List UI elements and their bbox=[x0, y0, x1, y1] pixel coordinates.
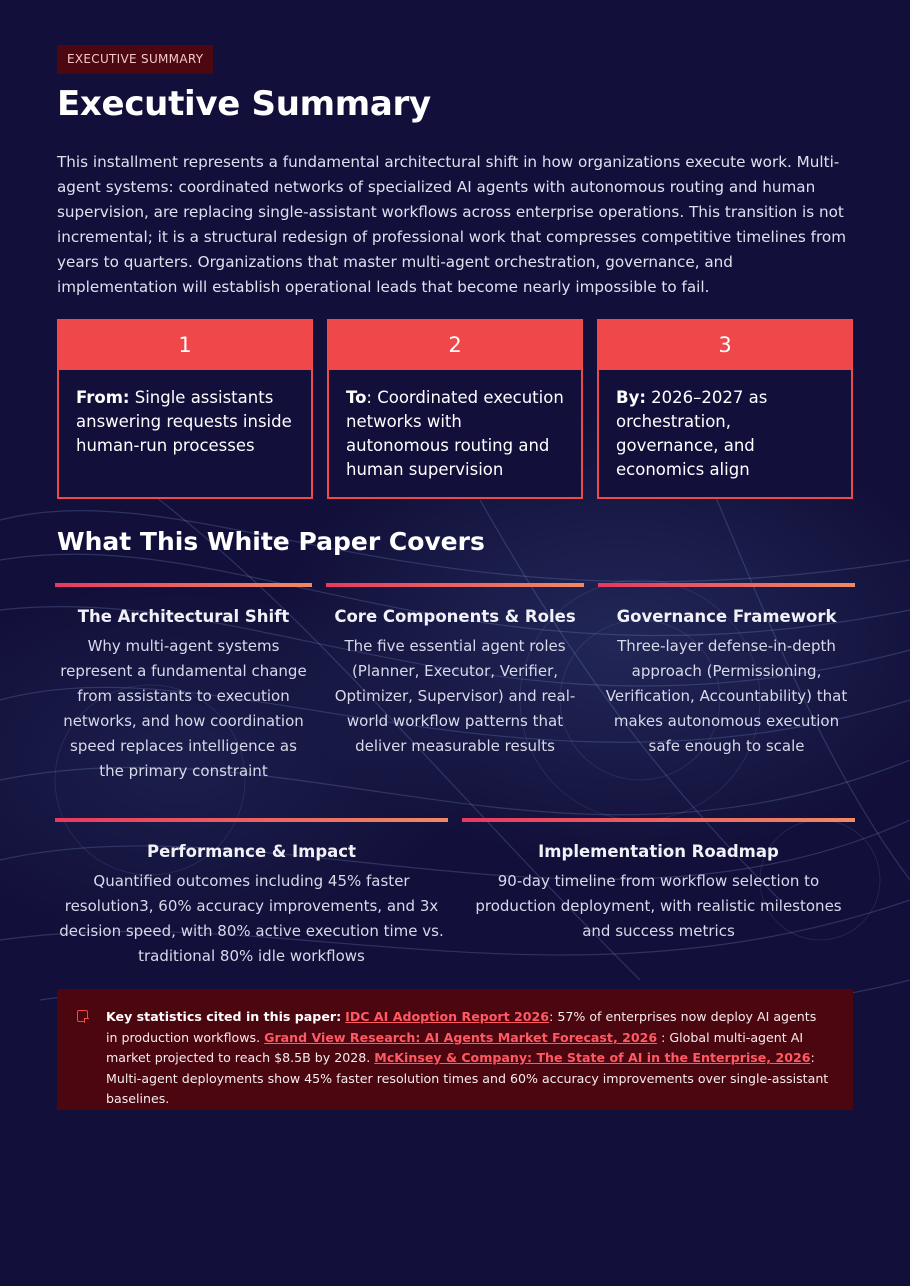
cover-item-title: Governance Framework bbox=[616, 607, 837, 626]
stats-text: : Global multi-agent AI market projected to reach $8.5B by 2028. bbox=[106, 1029, 804, 1065]
cover-item-text: The five essential agent roles (Planner, Executor, Verifier, Optimizer, Supervisor) and real-world workflow patterns that deliver measurable results bbox=[334, 637, 576, 755]
card-body: 2026–2027 as orchestration, governance, and economics align bbox=[616, 388, 768, 479]
card-body: Single assistants answering requests inside human-run processes bbox=[76, 388, 292, 455]
cover-item-title: Implementation Roadmap bbox=[538, 842, 779, 861]
card-number: 1 bbox=[59, 321, 311, 370]
stats-lead: Key statistics cited in this paper: bbox=[106, 1009, 342, 1024]
cover-item-text: Three-layer defense-in-depth approach (Permissioning, Verification, Accountability) that makes autonomous execution safe enough to scale bbox=[605, 637, 848, 755]
cover-item-title: Core Components & Roles bbox=[334, 607, 576, 626]
source-link-mckinsey[interactable]: McKinsey & Company: The State of AI in the Enterprise, 2026 bbox=[374, 1050, 811, 1065]
card-by bbox=[597, 319, 853, 499]
cover-item-text: Why multi-agent systems represent a fundamental change from assistants to execution networks, and how coordination speed replaces intelligence as the primary constraint bbox=[60, 637, 307, 780]
card-body: : Coordinated execution networks with autonomous routing and human supervision bbox=[346, 388, 564, 479]
card-to bbox=[327, 319, 583, 499]
cover-item-roadmap bbox=[462, 818, 855, 944]
cover-item-architectural-shift bbox=[55, 583, 312, 784]
cover-item-text: Quantified outcomes including 45% faster resolution3, 60% accuracy improvements, and 3x decision speed, with 80% active execution time vs. traditional 80% idle workflows bbox=[59, 872, 444, 965]
source-link-grand-view[interactable]: Grand View Research: AI Agents Market Forecast, 2026 bbox=[264, 1029, 658, 1045]
accent-bar bbox=[326, 583, 584, 587]
card-from bbox=[57, 319, 313, 499]
source-link-idc[interactable]: IDC AI Adoption Report 2026 bbox=[345, 1009, 550, 1024]
cover-item-title: Performance & Impact bbox=[147, 842, 356, 861]
card-number: 3 bbox=[599, 321, 851, 370]
stats-text: : Multi-agent deployments show 45% faster resolution times and 60% accuracy improvements over single-assistant baselines. bbox=[106, 1050, 829, 1106]
note-icon bbox=[77, 1010, 88, 1022]
intro-paragraph: This installment represents a fundamental architectural shift in how organizations execute work. Multi-agent systems: coordinated networks of specialized AI agents with autonomous routing and human supervision, are replacing single-assistant workflows across enterprise operations. This transition is not incremental; it is a structural redesign of professional work that compresses competitive timelines from years to quarters. Organizations that master multi-agent orchestration, governance, and implementation will establish operational leads that become nearly impossible to fail. bbox=[57, 153, 847, 296]
stats-text: : 57% of enterprises now deploy AI agents in production workflows. bbox=[106, 1009, 817, 1045]
card-text bbox=[59, 370, 311, 458]
accent-bar bbox=[462, 818, 855, 822]
card-number: 2 bbox=[329, 321, 581, 370]
cover-item-governance bbox=[598, 583, 855, 759]
key-statistics-callout bbox=[57, 989, 853, 1110]
cover-item-core-components bbox=[326, 583, 584, 759]
card-text bbox=[599, 370, 851, 482]
accent-bar bbox=[598, 583, 855, 587]
cover-item-text: 90-day timeline from workflow selection to production deployment, with realistic milestones and success metrics bbox=[475, 872, 842, 940]
covers-heading: What This White Paper Covers bbox=[57, 527, 485, 556]
cover-item-performance bbox=[55, 818, 448, 969]
card-label: From: bbox=[76, 388, 130, 407]
accent-bar bbox=[55, 583, 312, 587]
transition-cards bbox=[57, 319, 853, 499]
card-label: By: bbox=[616, 388, 646, 407]
section-tag: EXECUTIVE SUMMARY bbox=[57, 45, 213, 74]
page-title: Executive Summary bbox=[57, 84, 431, 124]
accent-bar bbox=[55, 818, 448, 822]
card-text bbox=[329, 370, 581, 482]
cover-item-title: The Architectural Shift bbox=[77, 607, 290, 626]
card-label: To bbox=[346, 388, 367, 407]
